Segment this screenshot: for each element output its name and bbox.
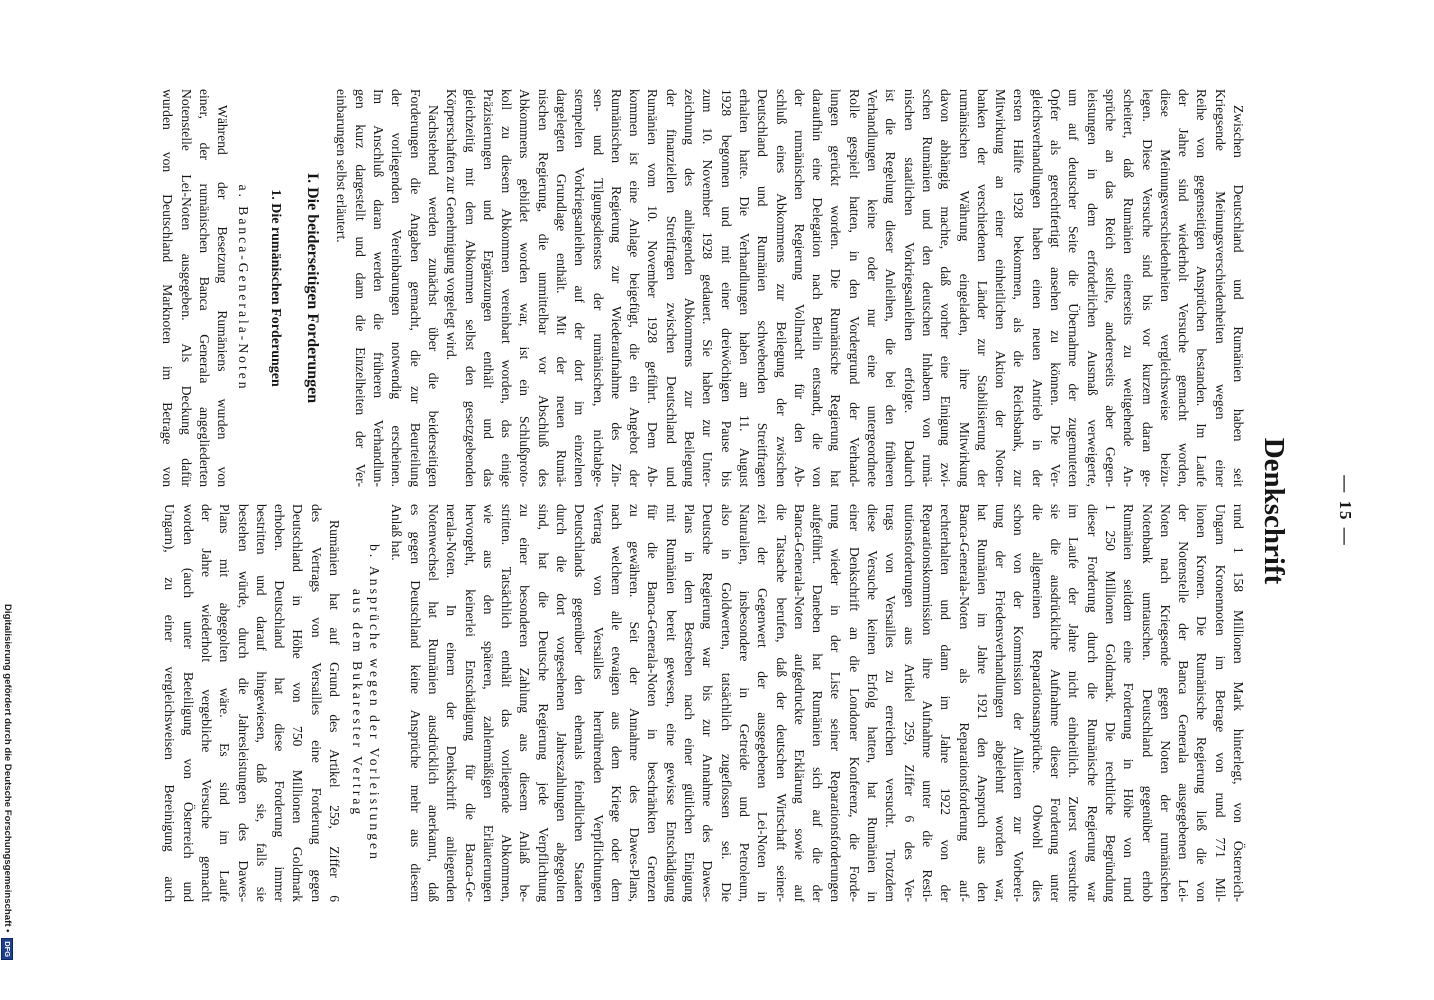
text-line: legen. Diese Versuche sind bis vor kurzem daran ge- bbox=[1139, 89, 1155, 487]
text-line: diese Versuche keinen Erfolg hatten, hat Rumänien in bbox=[865, 504, 881, 902]
page-number: — 15 — bbox=[1336, 475, 1355, 547]
text-line: aufgeführt. Daneben hat Rumänien sich auf die der bbox=[810, 504, 826, 902]
text-line: kommen ist eine Anlage beigefügt, die ein Angebot der bbox=[627, 89, 643, 487]
text-line: Rumänischen Regierung zur Wiederaufnahme des Zin- bbox=[608, 89, 624, 487]
text-line: nach welchem alle etwaigen aus dem Kriege oder dem bbox=[608, 504, 624, 902]
text-line: hervorgeht, keinerlei Entschädigung für die Banca-Ge- bbox=[462, 504, 478, 902]
text-line: des Vertrags von Versailles eine Forderung gegen bbox=[308, 504, 324, 902]
text-line: Deutschland in Höhe von 750 Millionen Goldmark bbox=[290, 504, 306, 902]
text-line: Während der Besetzung Rumäniens wurden von bbox=[215, 105, 231, 487]
text-line: ist die Regelung dieser Anleihen, die bei den früheren bbox=[883, 89, 899, 487]
dfg-logo: DFG bbox=[1, 938, 13, 960]
text-line: Forderungen die Angaben gemacht, die zur Beurteilung bbox=[407, 89, 423, 487]
text-line: dieser Forderung durch die Rumänische Regierung war bbox=[1084, 504, 1100, 902]
text-line: tung der Friedensverhandlungen abgelehnt worden war, bbox=[993, 504, 1009, 902]
text-line: Notenwechsel hat Rumänien ausdrücklich anerkannt, daß bbox=[425, 504, 441, 902]
text-line: Zwischen Deutschland und Rumänien haben seit bbox=[1231, 105, 1246, 487]
text-line: schen Rumänien und den deutschen Inhabern von rumä- bbox=[919, 89, 935, 487]
text-line: Im Anschluß daran werden die früheren Verhandlun- bbox=[371, 89, 387, 487]
text-line: Opfer als gerechtfertigt ansehen zu können. Die Ver- bbox=[1048, 89, 1064, 487]
text-line: die allgemeinen Reparationsansprüche. Obwohl dies bbox=[1029, 504, 1045, 902]
paragraph-overview bbox=[332, 89, 442, 487]
text-line: Ungarn), zu einer vergleichsweisen Bereinigung auch bbox=[162, 504, 178, 902]
text-line: daraufhin eine Delegation nach Berlin entsandt, die von bbox=[810, 89, 826, 487]
paragraph-intro bbox=[442, 89, 1247, 487]
text-line: im Laufe der Jahre nicht einheitlich. Zuerst versuchte bbox=[1066, 504, 1082, 902]
right-column bbox=[160, 504, 1247, 902]
text-line: davon abhängig machte, daß vorher eine Einigung zwi- bbox=[938, 89, 954, 487]
text-line: lungen gerückt worden. Die Rumänische Regierung hat bbox=[828, 89, 844, 487]
text-line: Naturalien, insbesondere in Getreide und Petroleum, bbox=[736, 504, 752, 902]
item-b-heading bbox=[349, 504, 383, 902]
text-line: bestritten und darauf hingewiesen, daß sie, falls sie bbox=[253, 504, 269, 902]
text-line: der vorliegenden Vereinbarungen notwendig erscheinen. bbox=[389, 89, 405, 487]
text-line: erhalten hatte. Die Verhandlungen haben am 11. August bbox=[736, 89, 752, 487]
text-line: der rumänischen Regierung Vollmacht für den Ab- bbox=[791, 89, 807, 487]
text-line: der Jahre sind wiederholt Versuche gemacht worden, bbox=[1176, 89, 1192, 487]
text-line: Deutschlands gegenüber den ehemals feindlichen Staaten bbox=[572, 504, 588, 902]
text-line: Kriegsende Meinungsverschiedenheiten wegen einer bbox=[1212, 89, 1228, 487]
text-line: mit Rumänien bereit gewesen, eine gewisse Entschädigung bbox=[663, 504, 679, 902]
item-b-heading-line: b. Ansprüche wegen der Vorleistungen bbox=[367, 544, 383, 862]
text-line: sie die ausdrückliche Aufnahme dieser Forderung unter bbox=[1048, 504, 1064, 902]
text-line: Mitwirkung an einer einheitlichen Aktion der Noten- bbox=[993, 89, 1009, 487]
text-line: ersten Hälfte 1928 bekommen, als die Reichsbank, zur bbox=[1011, 89, 1027, 487]
text-line: gen kurz dargestellt und dann die Einzelheiten der Ver- bbox=[352, 89, 368, 487]
text-line: diese Meinungsverschiedenheiten vergleichsweise beizu- bbox=[1157, 89, 1173, 487]
left-column bbox=[158, 89, 1247, 487]
document-title: Denkschrift bbox=[1258, 437, 1290, 585]
text-line: sind, hat die Deutsche Regierung jede Verpflichtung bbox=[535, 504, 551, 902]
text-line: zeit der Gegenwert der ausgegebenen Lei-Noten in bbox=[755, 504, 771, 902]
text-line: also in Goldwerten, tatsächlich zugeflossen sei. Die bbox=[718, 504, 734, 902]
text-line: Banca-Generala-Noten als Reparationsforderung auf- bbox=[956, 504, 972, 902]
text-line: rumänischen Währung eingeladen, ihre Mitwirkung bbox=[956, 89, 972, 487]
text-line: trags von Versailles zu erreichen versucht. Trotzdem bbox=[883, 504, 899, 902]
text-line: erhoben. Deutschland hat diese Forderung immer bbox=[272, 504, 288, 902]
text-line: Vertrag von Versailles herrührenden Verpflichtungen bbox=[590, 504, 606, 902]
subsection-heading: 1. Die rumänischen Forderungen bbox=[268, 189, 284, 387]
text-line: Rumänien hat auf Grund des Artikel 259, Ziffer 6 bbox=[327, 520, 343, 902]
text-line: Ungarn Kronennoten im Betrage von rund 771 Mil- bbox=[1212, 504, 1228, 902]
credit-text: Digitalisierung gefördert durch die Deutsche Forschungsgemeinschaft • bbox=[2, 604, 13, 933]
text-line: wurden von Deutschland Marknoten im Betrage von bbox=[160, 89, 176, 487]
text-line: zeichnung des anliegenden Abkommens zur Beilegung bbox=[682, 89, 698, 487]
text-line: einer, der rumänischen Banca Generala angegliederten bbox=[196, 89, 212, 487]
text-line: stritten. Tatsächlich enthält das vorliegende Abkommen, bbox=[499, 504, 515, 902]
text-line: es gegen Deutschland keine Ansprüche mehr aus diesem bbox=[407, 504, 423, 902]
text-line: nischen Regierung, die unmittelbar vor Abschluß des bbox=[535, 89, 551, 487]
item-b-heading-line: aus dem Bukarester Vertrag bbox=[350, 588, 366, 818]
text-line: Nachstehend werden zunächst über die beiderseitigen bbox=[425, 105, 441, 487]
paragraph-item-a-continued bbox=[387, 504, 1247, 902]
text-line: zu gewähren. Seit der Annahme des Dawes-Plans, bbox=[627, 504, 643, 902]
text-line: rung wieder in der Liste seiner Reparationsforderungen bbox=[828, 504, 844, 902]
text-line: die Tatsache berufen, daß der deutschen Wirtschaft seiner- bbox=[773, 504, 789, 902]
text-line: Rumänien vom 10. November 1928 geführt. Dem Ab- bbox=[645, 89, 661, 487]
text-line: Körperschaften zur Genehmigung vorgelegt wird. bbox=[444, 89, 460, 361]
text-line: schon von der Kommission der Alliierten zur Vorberei- bbox=[1011, 504, 1027, 902]
text-line: 1928 begonnen und mit einer dreiwöchigen Pause bis bbox=[718, 89, 734, 487]
text-line: wie aus den späteren, zahlenmäßigen Erläuterungen bbox=[480, 504, 496, 902]
text-line: rund 1 158 Millionen Mark hinterlegt, von Österreich- bbox=[1231, 504, 1246, 902]
text-line: lionen Kronen. Die Rumänische Regierung ließ die von bbox=[1194, 504, 1210, 902]
text-line: scheitert, daß Rumänien einerseits zu weitgehende An- bbox=[1121, 89, 1137, 487]
text-line: worden (auch unter Beteiligung von Österreich und bbox=[180, 504, 196, 902]
text-line: Noten nach Kriegsende gegen Noten der rumänischen bbox=[1157, 504, 1173, 902]
text-line: zum 10. November 1928 gedauert. Sie haben zur Unter- bbox=[700, 89, 716, 487]
text-line: bestehen würde, durch die Jahresleistungen des Dawes- bbox=[235, 504, 251, 902]
text-line: Deutschland und Rumänien schwebenden Streitfragen bbox=[755, 89, 771, 487]
text-line: 1 250 Millionen Goldmark. Die rechtliche Begründung bbox=[1102, 504, 1118, 902]
text-line: um auf deutscher Seite die Übernahme der zugemuteten bbox=[1066, 89, 1082, 487]
text-line: Rolle gespielt hatten, in den Vordergrund der Verhand- bbox=[846, 89, 862, 487]
text-line: Reparationskommission ihre Aufnahme unter die Resti- bbox=[919, 504, 935, 902]
text-line: Präzisierungen und Ergänzungen enthält und das bbox=[480, 89, 496, 487]
text-line: gleichzeitig mit dem Abkommen selbst den gesetzgebenden bbox=[462, 89, 478, 487]
text-line: Notenbank umtauschen. Deutschland gegenüber erhob bbox=[1139, 504, 1155, 902]
text-line: Plans mit abgegolten wäre. Es sind im Laufe bbox=[217, 504, 233, 902]
text-line: Anlaß hat. bbox=[389, 504, 405, 561]
text-line: sprüche an das Reich stellte, andererseits aber Gegen- bbox=[1102, 89, 1118, 487]
text-line: nischen staatlichen Vorkriegsanleihen erfolgte. Dadurch bbox=[901, 89, 917, 487]
text-line: leistungen in dem erforderlichen Ausmaß verweigerte, bbox=[1084, 89, 1100, 487]
text-line: Verhandlungen keine oder nur eine untergeordnete bbox=[865, 89, 881, 487]
paragraph-item-b bbox=[160, 504, 343, 902]
text-line: für die Banca-Generala-Noten in beschränkten Grenzen bbox=[645, 504, 661, 902]
text-line: sen- und Tilgungsdienstes der rumänischen, nichtabge- bbox=[590, 89, 606, 487]
paragraph-item-a bbox=[158, 89, 231, 487]
text-line: Notenstelle Lei-Noten ausgegeben. Als Deckung dafür bbox=[178, 89, 194, 487]
text-line: der Jahre wiederholt vergebliche Versuche gemacht bbox=[198, 504, 214, 902]
text-line: Plans in dem Bestreben nach einer gütlichen Einigung bbox=[682, 504, 698, 902]
text-line: der Notenstelle der Banca Generala ausgegebenen Lei- bbox=[1176, 504, 1192, 902]
text-line: koll zu diesem Abkommen vereinbart worden, das einige bbox=[499, 89, 515, 487]
text-line: zu einer besonderen Zahlung aus diesem Anlaß be- bbox=[517, 504, 533, 902]
text-line: banken der verschiedenen Länder zur Stabilisierung der bbox=[974, 89, 990, 487]
text-line: Banca-Generala-Noten aufgedruckte Erklärung sowie auf bbox=[791, 504, 807, 902]
text-line: rechterhalten und dann im Jahre 1922 von der bbox=[938, 504, 954, 902]
text-line: stempelten Vorkriegsanleihen auf der dort im einzelnen bbox=[572, 89, 588, 487]
section-heading: I. Die beiderseitigen Forderungen bbox=[304, 172, 322, 404]
text-line: nerala-Noten. In einem der Denkschrift anliegenden bbox=[444, 504, 460, 902]
text-line: Rumänien seitdem eine Forderung in Höhe von rund bbox=[1121, 504, 1137, 902]
text-line: durch die dort vorgesehenen Jahreszahlungen abgegolten bbox=[554, 504, 570, 902]
text-line: dargelegten Grundlage enthält. Mit der neuen Rumä- bbox=[554, 89, 570, 487]
text-line: Deutsche Regierung war bis zur Annahme des Dawes- bbox=[700, 504, 716, 902]
text-line: einbarungen selbst erläutert. bbox=[334, 89, 350, 243]
text-line: Abkommens gebildet worden war, ist ein Schlußproto- bbox=[517, 89, 533, 487]
text-line: der finanziellen Streitfragen zwischen Deutschland und bbox=[663, 89, 679, 487]
text-line: einer Denkschrift an die Londoner Konferenz, die Forde- bbox=[846, 504, 862, 902]
text-line: schluß eines Abkommens zur Beilegung der zwischen bbox=[773, 89, 789, 487]
digitization-credit bbox=[1, 604, 13, 996]
text-line: Reihe von gegenseitigen Ansprüchen bestanden. Im Laufe bbox=[1194, 89, 1210, 487]
item-a-heading: a. Banca-Generala-Noten bbox=[236, 184, 252, 392]
text-line: gleichsverhandlungen haben einen neuen Antrieb in der bbox=[1029, 89, 1045, 487]
text-line: tutionsforderungen aus Artikel 259, Ziffer 6 des Ver- bbox=[901, 504, 917, 902]
text-line: hat Rumänien im Jahre 1921 den Anspruch aus den bbox=[974, 504, 990, 902]
